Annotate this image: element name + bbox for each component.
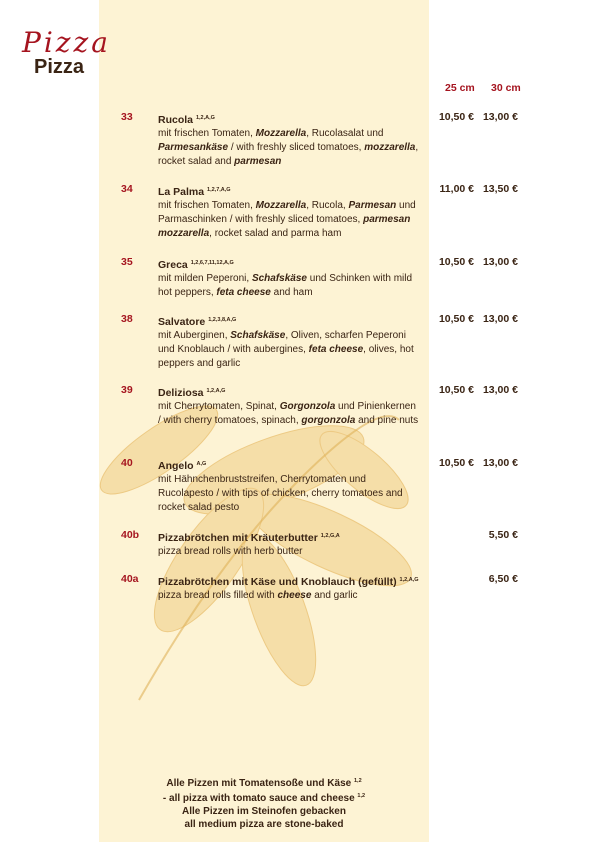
item-number: 38 [121,313,133,325]
script-title: Pizza [22,26,111,59]
item-name: Salvatore $^{1,2,3,8,A,G}$ [158,316,237,328]
item-name: Deliziosa $^{1,2,A,G}$ [158,387,226,399]
item-name: Greca $^{1,2,6,7,11,12,A,G}$ [158,259,234,271]
price-30cm: 13,00 € [482,111,518,123]
price-25cm: 10,50 € [438,457,474,469]
item-name: Pizzabrötchen mit Kräuterbutter $^{1,2,G,A}$ [158,532,340,544]
item-description: mit Hähnchenbruststreifen, Cherrytomaten und Rucolapesto / with tips of chicken, cherry tomatoes and rocket salad pesto [158,474,403,513]
size-header-25: 25 cm [445,82,475,94]
footer-line-1: Alle Pizzen mit Tomatensoße und Käse $^{1,2}$ [166,778,362,789]
item-number: 35 [121,256,133,268]
price-25cm: 10,50 € [438,256,474,268]
price-30cm: 13,00 € [482,384,518,396]
item-number: 33 [121,111,133,123]
item-name: Angelo $^{A,G}$ [158,460,207,472]
price-25cm: 11,00 € [439,183,474,195]
item-name: La Palma $^{1,2,7,A,G}$ [158,186,231,198]
item-body [158,457,420,515]
item-number: 39 [121,384,133,396]
item-description: mit Auberginen, Schafskäse, Oliven, scharfen Peperoni und Knoblauch / with aubergines, feta cheese, olives, hot peppers and garlic [158,330,414,369]
item-description: mit Cherrytomaten, Spinat, Gorgonzola und Pinienkernen / with cherry tomatoes, spinach, gorgonzola and pine nuts [158,401,419,426]
allergen-codes: A,G [196,461,207,467]
price-30cm: 13,00 € [482,457,518,469]
price-25cm: 10,50 € [438,111,474,123]
allergen-codes: 1,2,7,A,G [207,187,231,193]
item-body [158,384,420,428]
item-body [158,529,420,559]
item-description: mit frischen Tomaten, Mozzarella, Rucola, Parmesan und Parmaschinken / with freshly sliced tomatoes, parmesan mozzarella, rocket salad and parma ham [158,200,416,239]
item-description: mit milden Peperoni, Schafskäse und Schinken with mild hot peppers, feta cheese and ham [158,273,413,298]
footer-line-3: Alle Pizzen im Steinofen gebacken [182,806,346,817]
bold-title: Pizza [34,56,85,78]
item-name: Pizzabrötchen mit Käse und Knoblauch (gefüllt) $^{1,2,A,G}$ [158,576,419,588]
item-number: 40a [121,573,139,585]
footer-line-2: - all pizza with tomato sauce and cheese $^{1,2}$ [162,793,366,804]
price-30cm: 13,00 € [482,313,518,325]
price-30cm: 13,50 € [482,183,518,195]
item-body [158,313,420,371]
allergen-codes: 1,2,A,G [195,115,215,121]
price-30cm: 13,00 € [482,256,518,268]
allergen-codes: 1,2,G,A [320,533,340,539]
item-name: Rucola $^{1,2,A,G}$ [158,114,215,126]
price-25cm: 10,50 € [438,384,474,396]
price-30cm: 6,50 € [488,573,518,585]
footer-line-4: all medium pizza are stone-baked [184,819,344,830]
allergen-codes: 1,2,A,G [206,388,226,394]
item-body [158,256,420,300]
item-body [158,111,420,169]
item-body [158,573,420,603]
allergen-codes: 1,2,3,8,A,G [208,317,237,323]
allergen-codes: 1,2,6,7,11,12,A,G [190,260,234,266]
allergen-codes: 1,2,A,G [399,577,419,583]
item-body [158,183,420,241]
item-number: 40 [121,457,133,469]
price-25cm: 10,50 € [438,313,474,325]
item-description: mit frischen Tomaten, Mozzarella, Rucolasalat und Parmesankäse / with freshly sliced tomatoes, mozzarella, rocket salad and parmesan [158,128,419,167]
item-number: 40b [121,529,140,541]
price-30cm: 5,50 € [488,529,518,541]
item-description: pizza bread rolls filled with cheese and garlic [158,590,358,601]
footer-notes [99,775,429,831]
size-header-30: 30 cm [491,82,521,94]
item-number: 34 [121,183,133,195]
item-description: pizza bread rolls with herb butter [158,546,303,557]
